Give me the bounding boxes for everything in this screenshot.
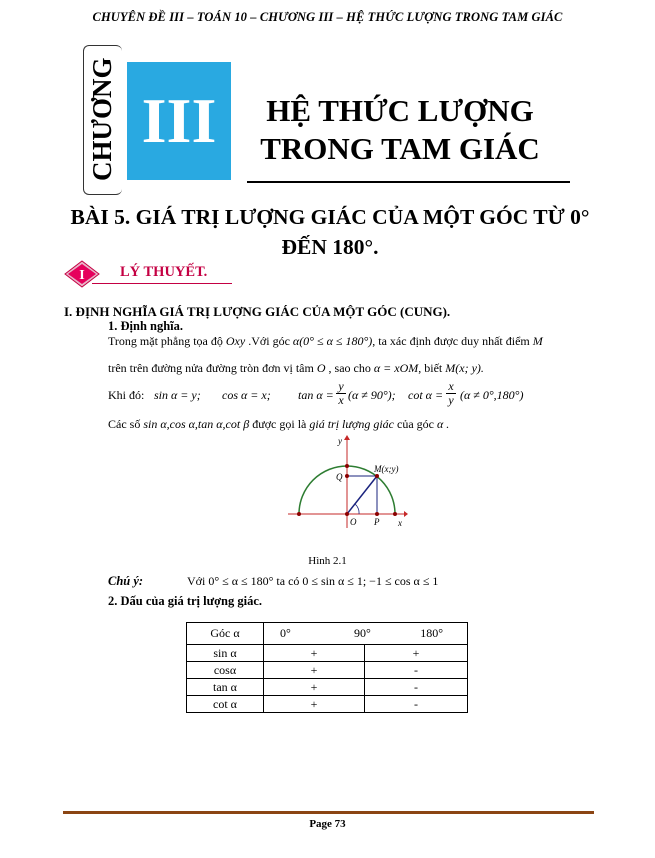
table-row bbox=[187, 645, 468, 662]
point-Q bbox=[345, 474, 349, 478]
table-row bbox=[187, 696, 468, 713]
section-label: LÝ THUYẾT. bbox=[120, 264, 208, 280]
formula-tan-num: y bbox=[336, 380, 346, 394]
label-Q: Q bbox=[336, 472, 343, 482]
note-text: Với 0° ≤ α ≤ 180° ta có 0 ≤ sin α ≤ 1; −1 ≤ cos α ≤ 1 bbox=[187, 574, 439, 588]
point-left bbox=[297, 512, 301, 516]
chapter-word: CHƯƠNG bbox=[87, 57, 117, 181]
def-text: , ta xác định được duy nhất điểm bbox=[372, 334, 530, 348]
row-q1: + bbox=[264, 662, 365, 679]
section-badge-diamond bbox=[64, 260, 100, 288]
values-line bbox=[108, 417, 449, 432]
formula-cot-num: x bbox=[446, 380, 456, 394]
def-math: Oxy bbox=[225, 334, 246, 348]
def-math: M(x; y). bbox=[445, 361, 484, 375]
header-90deg: 90° bbox=[354, 626, 371, 640]
chapter-title bbox=[250, 92, 550, 168]
row-fn: tan α bbox=[187, 679, 264, 696]
sign-table-header bbox=[187, 623, 468, 645]
row-q2: - bbox=[365, 696, 468, 713]
footer-rule bbox=[63, 811, 594, 814]
label-M: M(x;y) bbox=[374, 464, 399, 474]
def-text: trên trên đường nửa đường tròn đơn vị tâm bbox=[108, 361, 314, 375]
row-fn: cot α bbox=[187, 696, 264, 713]
y-axis-arrow bbox=[344, 435, 350, 440]
section-badge-label: I bbox=[79, 268, 85, 283]
formula-tan-cond: (α ≠ 90°); bbox=[348, 388, 396, 402]
values-term: giá trị lượng giác bbox=[309, 417, 394, 431]
row-q1: + bbox=[264, 696, 365, 713]
def-text: , biết bbox=[418, 361, 443, 375]
def-math: α(0° ≤ α ≤ 180°) bbox=[292, 334, 373, 348]
unit-semicircle-figure bbox=[280, 432, 410, 530]
values-math: α . bbox=[436, 417, 450, 431]
section-underline bbox=[92, 283, 232, 284]
label-P: P bbox=[374, 517, 380, 527]
row-q1: + bbox=[264, 645, 365, 662]
formulas-lead: Khi đó: bbox=[108, 388, 145, 402]
lesson-title-line1: BÀI 5. GIÁ TRỊ LƯỢNG GIÁC CỦA MỘT GÓC TỪ 0° bbox=[70, 205, 590, 229]
subheading-definition: 1. Định nghĩa. bbox=[108, 319, 184, 333]
row-q1: + bbox=[264, 679, 365, 696]
chapter-title-line1: HỆ THỨC LƯỢNG bbox=[266, 93, 534, 128]
segment-OM bbox=[347, 476, 377, 514]
row-q2: + bbox=[365, 645, 468, 662]
lesson-title bbox=[60, 202, 600, 262]
point-M bbox=[375, 474, 379, 478]
lesson-title-line2: ĐẾN 180°. bbox=[281, 235, 379, 259]
formula-tan-fraction bbox=[336, 380, 346, 407]
formula-cos: cos α = x; bbox=[222, 388, 271, 402]
def-text: .Với góc bbox=[248, 334, 290, 348]
chapter-numeral: III bbox=[127, 62, 231, 180]
def-math: M bbox=[532, 334, 543, 348]
figure-caption: Hình 2.1 bbox=[308, 555, 347, 567]
def-math: O bbox=[316, 361, 326, 375]
def-math: α = xOM bbox=[373, 361, 419, 375]
header-180deg: 180° bbox=[420, 626, 443, 640]
header-0deg: 0° bbox=[280, 626, 291, 640]
point-top bbox=[345, 464, 349, 468]
definition-line2 bbox=[108, 361, 484, 376]
values-text: được gọi là bbox=[252, 417, 307, 431]
def-text: , sao cho bbox=[328, 361, 371, 375]
label-x: x bbox=[398, 518, 402, 528]
chapter-title-line2: TRONG TAM GIÁC bbox=[260, 131, 540, 166]
row-q2: - bbox=[365, 662, 468, 679]
angle-arc bbox=[355, 504, 359, 514]
heading-definition: I. ĐỊNH NGHĨA GIÁ TRỊ LƯỢNG GIÁC CỦA MỘT GÓC (CUNG). bbox=[64, 304, 451, 319]
formula-cot-lhs: cot α = bbox=[408, 388, 444, 402]
table-row bbox=[187, 679, 468, 696]
formula-cot-den: y bbox=[448, 393, 454, 407]
formula-tan-den: x bbox=[338, 393, 344, 407]
label-y: y bbox=[338, 436, 342, 446]
sign-table bbox=[186, 622, 468, 713]
formula-cot-fraction bbox=[446, 380, 456, 407]
def-text: Trong mặt phẳng tọa độ bbox=[108, 334, 223, 348]
point-O bbox=[345, 512, 349, 516]
x-axis-arrow bbox=[404, 511, 408, 517]
table-row bbox=[187, 662, 468, 679]
page-number: Page 73 bbox=[309, 818, 346, 830]
values-math: sin α,cos α,tan α,cot β bbox=[143, 417, 250, 431]
header-cell-range bbox=[264, 623, 468, 645]
running-header: CHUYÊN ĐỀ III – TOÁN 10 – CHƯƠNG III – HỆ THỨC LƯỢNG TRONG TAM GIÁC bbox=[92, 10, 563, 24]
values-text: Các số bbox=[108, 417, 141, 431]
point-right bbox=[393, 512, 397, 516]
formula-sin: sin α = y; bbox=[154, 388, 201, 402]
header-cell-angle: Góc α bbox=[187, 623, 264, 645]
values-text: của góc bbox=[397, 417, 434, 431]
row-q2: - bbox=[365, 679, 468, 696]
formula-tan-lhs: tan α = bbox=[298, 388, 334, 402]
label-O: O bbox=[350, 517, 357, 527]
subheading-signs: 2. Dấu của giá trị lượng giác. bbox=[108, 594, 263, 608]
formula-cot-cond: (α ≠ 0°,180°) bbox=[460, 388, 524, 402]
definition-line1 bbox=[108, 334, 543, 349]
point-P bbox=[375, 512, 379, 516]
note-label: Chú ý: bbox=[108, 574, 144, 588]
chapter-title-rule bbox=[247, 181, 570, 183]
row-fn: sin α bbox=[187, 645, 264, 662]
row-fn: cosα bbox=[187, 662, 264, 679]
